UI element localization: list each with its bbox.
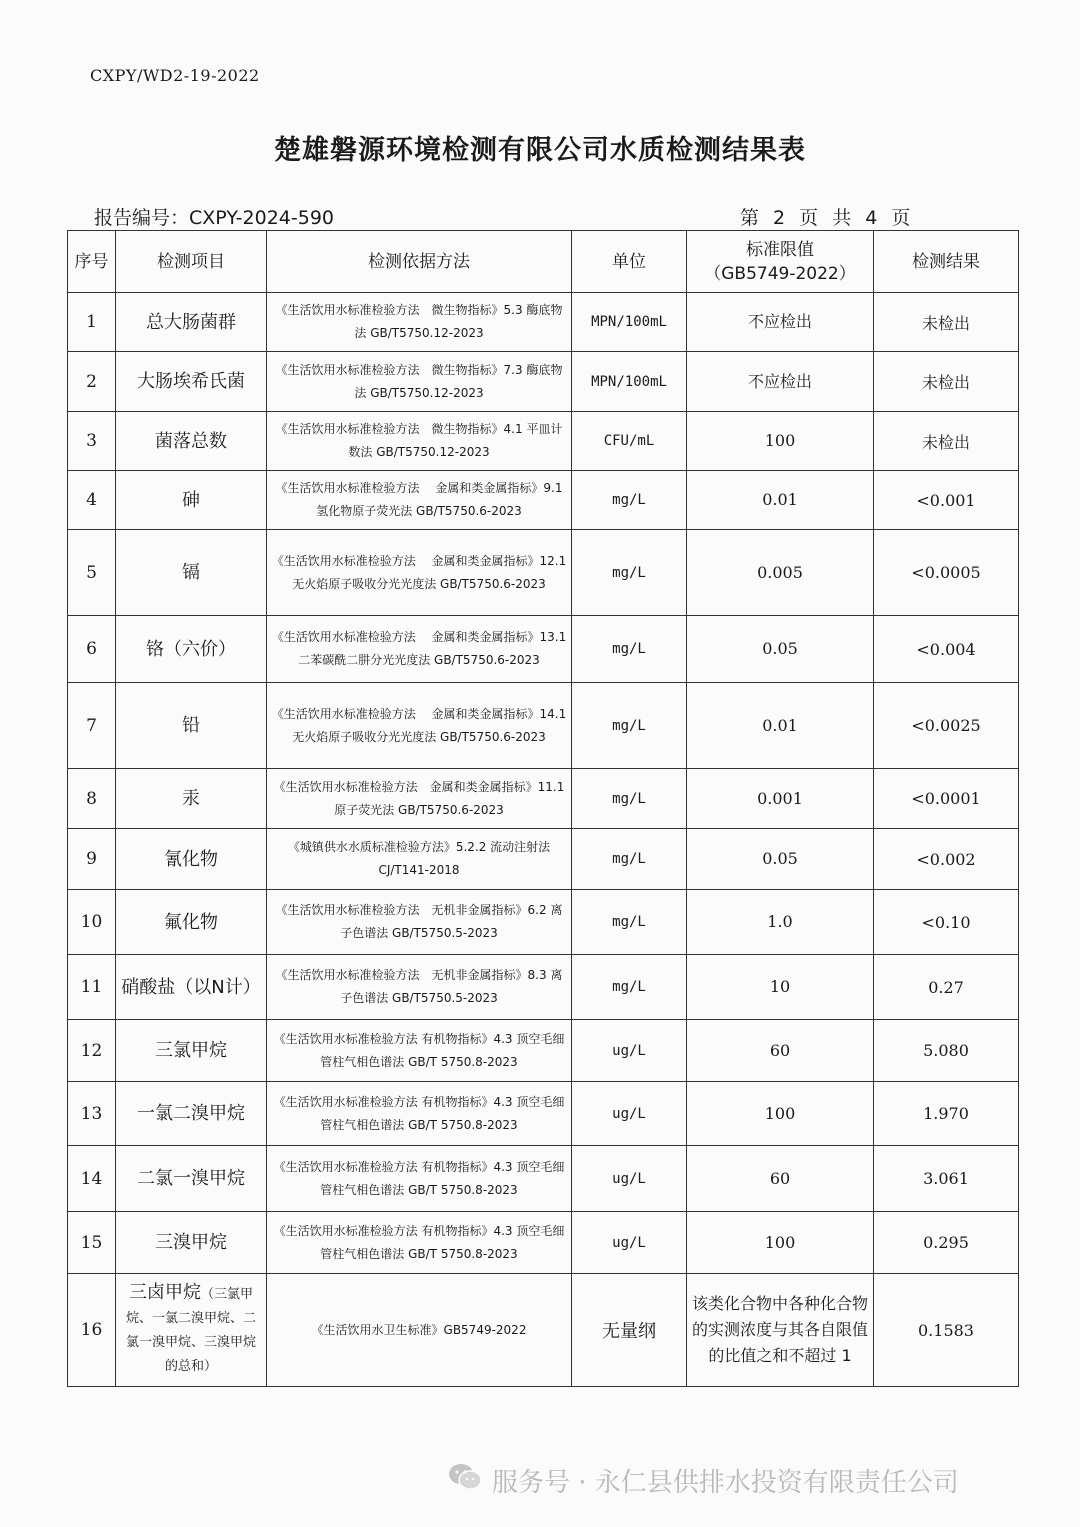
- table-row: [68, 829, 1019, 890]
- row-no: 8: [68, 769, 116, 829]
- row-limit: 不应检出: [687, 352, 874, 412]
- row-limit: 100: [687, 1082, 874, 1146]
- row-result: 0.27: [874, 955, 1019, 1020]
- row-no: 16: [68, 1274, 116, 1387]
- row-method: 《生活饮用水卫生标准》GB5749-2022: [267, 1274, 572, 1387]
- header-unit: 单位: [572, 231, 687, 293]
- row-limit: 0.01: [687, 683, 874, 769]
- row-method: 《生活饮用水标准检验方法 无机非金属指标》8.3 离子色谱法 GB/T5750.5-2023: [267, 955, 572, 1020]
- row-no: 1: [68, 293, 116, 352]
- row-result: <0.0001: [874, 769, 1019, 829]
- row-result: 未检出: [874, 412, 1019, 471]
- row-no: 7: [68, 683, 116, 769]
- row-limit: 60: [687, 1020, 874, 1082]
- report-number: 报告编号：CXPY-2024-590: [94, 207, 335, 229]
- table-row: [68, 955, 1019, 1020]
- row-item-note: （三氯甲烷、一氯二溴甲烷、二氯一溴甲烷、三溴甲烷的总和）: [125, 1287, 256, 1374]
- row-item: 大肠埃希氏菌: [116, 352, 267, 412]
- row-no: 5: [68, 530, 116, 616]
- row-limit: 100: [687, 412, 874, 471]
- row-limit: 0.001: [687, 769, 874, 829]
- row-result: <0.0005: [874, 530, 1019, 616]
- row-method: 《生活饮用水标准检验方法 金属和类金属指标》14.1 无火焰原子吸收分光光度法 GB/T5750.6-2023: [267, 683, 572, 769]
- table-row: [68, 616, 1019, 683]
- row-item: 三氯甲烷: [116, 1020, 267, 1082]
- row-limit: 10: [687, 955, 874, 1020]
- watermark: [446, 1462, 959, 1499]
- table-row: [68, 412, 1019, 471]
- row-no: 2: [68, 352, 116, 412]
- row-limit: 60: [687, 1146, 874, 1212]
- row-unit: CFU/mL: [572, 412, 687, 471]
- row-unit: mg/L: [572, 955, 687, 1020]
- row-method: 《生活饮用水标准检验方法 有机物指标》4.3 顶空毛细管柱气相色谱法 GB/T 5750.8-2023: [267, 1146, 572, 1212]
- row-limit: 0.005: [687, 530, 874, 616]
- row-method: 《生活饮用水标准检验方法 微生物指标》7.3 酶底物法 GB/T5750.12-2023: [267, 352, 572, 412]
- row-no: 11: [68, 955, 116, 1020]
- table-row: [68, 1082, 1019, 1146]
- row-item: 菌落总数: [116, 412, 267, 471]
- header-result: 检测结果: [874, 231, 1019, 293]
- row-item: 氰化物: [116, 829, 267, 890]
- row-item: 铬（六价）: [116, 616, 267, 683]
- row-result: <0.001: [874, 471, 1019, 530]
- row-unit: MPN/100mL: [572, 352, 687, 412]
- row-result: <0.10: [874, 890, 1019, 955]
- row-item: 砷: [116, 471, 267, 530]
- row-item-lead: 三卤甲烷: [128, 1282, 201, 1303]
- row-result: 1.970: [874, 1082, 1019, 1146]
- row-no: 4: [68, 471, 116, 530]
- row-method: 《生活饮用水标准检验方法 有机物指标》4.3 顶空毛细管柱气相色谱法 GB/T 5750.8-2023: [267, 1212, 572, 1274]
- table-row: [68, 471, 1019, 530]
- header-limit-line2: （GB5749-2022）: [704, 263, 856, 284]
- row-unit: mg/L: [572, 530, 687, 616]
- table-row: [68, 683, 1019, 769]
- row-no: 12: [68, 1020, 116, 1082]
- row-no: 6: [68, 616, 116, 683]
- row-unit: mg/L: [572, 471, 687, 530]
- row-item: 总大肠菌群: [116, 293, 267, 352]
- row-limit: 1.0: [687, 890, 874, 955]
- row-unit: MPN/100mL: [572, 293, 687, 352]
- row-no: 15: [68, 1212, 116, 1274]
- row-limit: 不应检出: [687, 293, 874, 352]
- row-no: 10: [68, 890, 116, 955]
- row-result: 3.061: [874, 1146, 1019, 1212]
- page-indicator: 第 2 页 共 4 页: [740, 207, 911, 229]
- table-row: [68, 1020, 1019, 1082]
- row-item: 硝酸盐（以N计）: [116, 955, 267, 1020]
- watermark-text: 服务号 · 永仁县供排水投资有限责任公司: [492, 1468, 959, 1498]
- row-unit: ug/L: [572, 1082, 687, 1146]
- row-method: 《生活饮用水标准检验方法 有机物指标》4.3 顶空毛细管柱气相色谱法 GB/T 5750.8-2023: [267, 1082, 572, 1146]
- row-result: <0.004: [874, 616, 1019, 683]
- row-result: 未检出: [874, 352, 1019, 412]
- row-item: [116, 1274, 267, 1387]
- row-unit: ug/L: [572, 1020, 687, 1082]
- row-result: <0.002: [874, 829, 1019, 890]
- row-unit: mg/L: [572, 616, 687, 683]
- table-row: [68, 1274, 1019, 1387]
- row-limit: 0.05: [687, 829, 874, 890]
- row-unit: mg/L: [572, 769, 687, 829]
- row-method: 《生活饮用水标准检验方法 无机非金属指标》6.2 离子色谱法 GB/T5750.5-2023: [267, 890, 572, 955]
- row-item: 镉: [116, 530, 267, 616]
- row-method: 《生活饮用水标准检验方法 有机物指标》4.3 顶空毛细管柱气相色谱法 GB/T 5750.8-2023: [267, 1020, 572, 1082]
- row-method: 《生活饮用水标准检验方法 金属和类金属指标》12.1 无火焰原子吸收分光光度法 GB/T5750.6-2023: [267, 530, 572, 616]
- page-title: 楚雄磐源环境检测有限公司水质检测结果表: [274, 135, 806, 166]
- table-row: [68, 352, 1019, 412]
- row-method: 《城镇供水水质标准检验方法》5.2.2 流动注射法 CJ/T141-2018: [267, 829, 572, 890]
- table-row: [68, 890, 1019, 955]
- table-row: [68, 1212, 1019, 1274]
- row-unit: mg/L: [572, 683, 687, 769]
- row-no: 14: [68, 1146, 116, 1212]
- row-item: 铅: [116, 683, 267, 769]
- table-row: [68, 769, 1019, 829]
- row-unit: ug/L: [572, 1146, 687, 1212]
- row-unit: mg/L: [572, 829, 687, 890]
- row-limit: 0.01: [687, 471, 874, 530]
- results-table: [67, 230, 1019, 1387]
- document-code: CXPY/WD2-19-2022: [90, 66, 260, 85]
- table-row: [68, 1146, 1019, 1212]
- row-result: 0.295: [874, 1212, 1019, 1274]
- header-item: 检测项目: [116, 231, 267, 293]
- row-method: 《生活饮用水标准检验方法 微生物指标》5.3 酶底物法 GB/T5750.12-2023: [267, 293, 572, 352]
- row-no: 13: [68, 1082, 116, 1146]
- row-limit: 0.05: [687, 616, 874, 683]
- header-no: 序号: [68, 231, 116, 293]
- row-result: <0.0025: [874, 683, 1019, 769]
- table-row: [68, 293, 1019, 352]
- row-limit: 该类化合物中各种化合物的实测浓度与其各自限值的比值之和不超过 1: [687, 1274, 874, 1387]
- row-method: 《生活饮用水标准检验方法 微生物指标》4.1 平皿计数法 GB/T5750.12-2023: [267, 412, 572, 471]
- header-limit-line1: 标准限值: [746, 239, 814, 260]
- row-item: 一氯二溴甲烷: [116, 1082, 267, 1146]
- row-item: 氟化物: [116, 890, 267, 955]
- row-no: 9: [68, 829, 116, 890]
- row-result: 未检出: [874, 293, 1019, 352]
- row-no: 3: [68, 412, 116, 471]
- row-item: 汞: [116, 769, 267, 829]
- table-header-row: [68, 231, 1019, 293]
- row-method: 《生活饮用水标准检验方法 金属和类金属指标》9.1 氢化物原子荧光法 GB/T5750.6-2023: [267, 471, 572, 530]
- row-unit: ug/L: [572, 1212, 687, 1274]
- row-limit: 100: [687, 1212, 874, 1274]
- row-result: 5.080: [874, 1020, 1019, 1082]
- wechat-icon: [446, 1462, 484, 1499]
- header-method: 检测依据方法: [267, 231, 572, 293]
- row-item: 二氯一溴甲烷: [116, 1146, 267, 1212]
- table-row: [68, 530, 1019, 616]
- row-item: 三溴甲烷: [116, 1212, 267, 1274]
- header-limit: [687, 231, 874, 293]
- row-method: 《生活饮用水标准检验方法 金属和类金属指标》11.1 原子荧光法 GB/T5750.6-2023: [267, 769, 572, 829]
- row-method: 《生活饮用水标准检验方法 金属和类金属指标》13.1 二苯碳酰二肼分光光度法 GB/T5750.6-2023: [267, 616, 572, 683]
- row-unit: 无量纲: [572, 1274, 687, 1387]
- row-result: 0.1583: [874, 1274, 1019, 1387]
- row-unit: mg/L: [572, 890, 687, 955]
